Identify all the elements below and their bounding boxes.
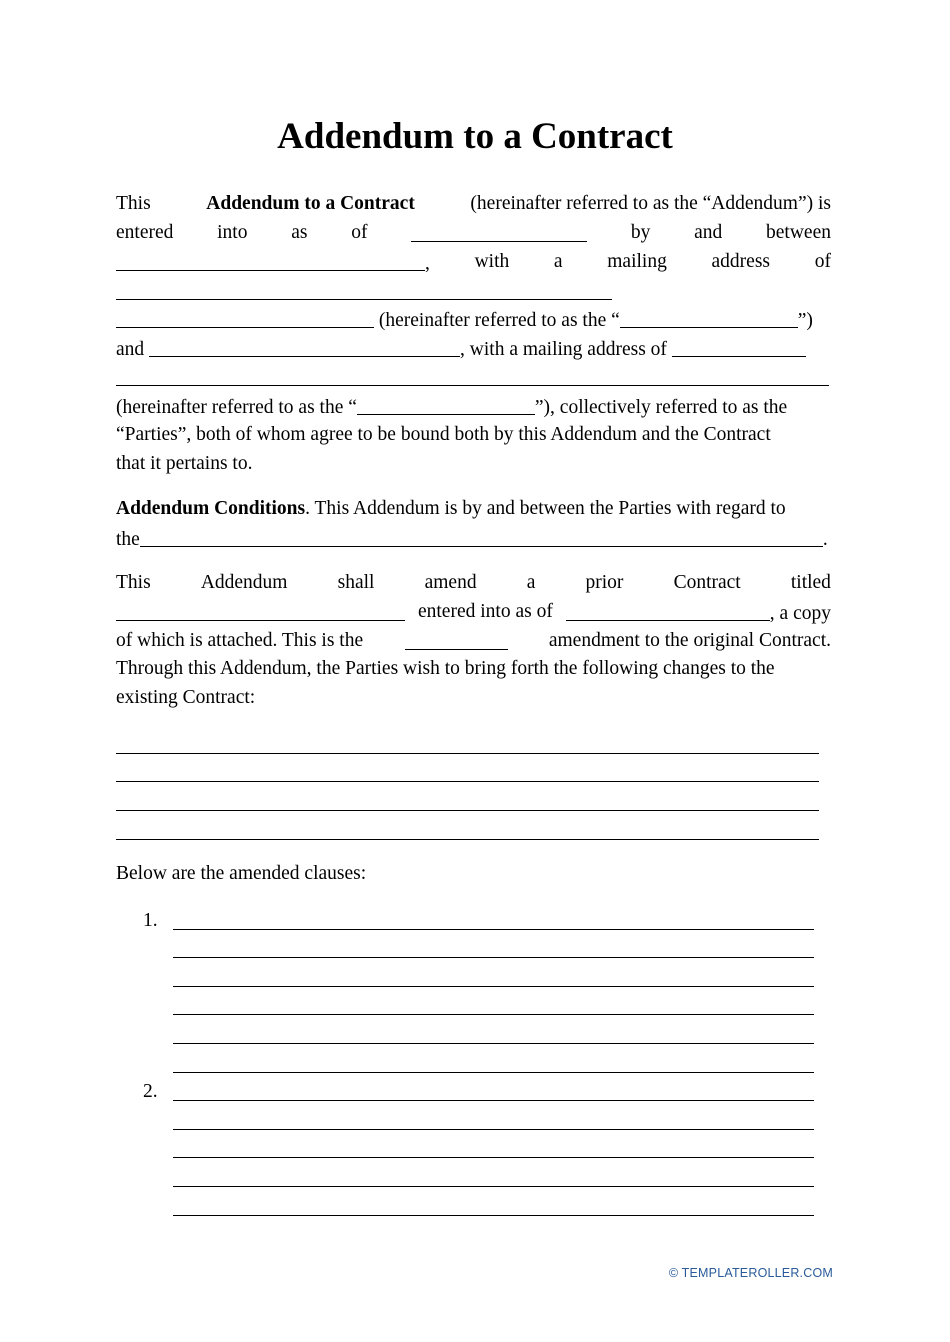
clauses-intro: Below are the amended clauses: [116, 863, 367, 884]
party1-address-blank[interactable] [116, 299, 612, 300]
clause-1-blank-5[interactable] [173, 1043, 814, 1044]
clause-number-1: 1. [143, 910, 158, 931]
changes-blank-1[interactable] [116, 753, 819, 754]
party1-alias-blank[interactable] [620, 307, 798, 328]
intro-line-5: (hereinafter referred to as the “ ”) [116, 305, 831, 335]
changes-blank-3[interactable] [116, 810, 819, 811]
intro-line-9: “Parties”, both of whom agree to be bound both by this Addendum and the Contract [116, 424, 771, 445]
clause-2-blank-1[interactable] [173, 1100, 814, 1101]
document-title: Addendum to a Contract [277, 116, 673, 157]
intro-line-1: This Addendum to a Contract (hereinafter referred to as the “Addendum”) is [116, 193, 831, 214]
intro-line-2: entered into as of by and between [116, 222, 831, 243]
clause-2-blank-2[interactable] [173, 1129, 814, 1130]
clause-2-blank-4[interactable] [173, 1186, 814, 1187]
contract-title-bold: Addendum to a Contract [206, 193, 415, 214]
clause-1-blank-3[interactable] [173, 986, 814, 987]
conditions-heading: Addendum Conditions [116, 498, 306, 519]
changes-blank-2[interactable] [116, 781, 819, 782]
amend-line-4: Through this Addendum, the Parties wish to bring forth the following changes to the [116, 658, 775, 679]
contract-title-blank[interactable] [116, 600, 405, 621]
intro-line-3: , with a mailing address of [116, 248, 831, 278]
party2-alias-blank[interactable] [357, 394, 535, 415]
party2-address-blank[interactable] [672, 336, 806, 357]
clause-1-blank-1[interactable] [173, 929, 814, 930]
amend-line-2: entered into as of , a copy [116, 598, 831, 628]
intro-line-10: that it pertains to. [116, 453, 253, 474]
intro-line-6: and , with a mailing address of [116, 334, 831, 364]
party2-name-blank[interactable] [149, 336, 460, 357]
party1-name-blank[interactable] [116, 250, 425, 271]
clause-2-blank-3[interactable] [173, 1157, 814, 1158]
intro-line-8: (hereinafter referred to as the “ ”), collectively referred to as the [116, 392, 831, 422]
amend-line-5: existing Contract: [116, 687, 256, 708]
footer-copyright[interactable]: © TEMPLATEROLLER.COM [668, 1266, 833, 1280]
amendment-number-blank[interactable] [405, 629, 508, 650]
clause-2-blank-5[interactable] [173, 1215, 814, 1216]
amend-line-3: of which is attached. This is the amendment to the original Contract. [116, 630, 831, 651]
clause-1-blank-4[interactable] [173, 1014, 814, 1015]
amend-line-1: This Addendum shall amend a prior Contract titled [116, 572, 831, 593]
clause-1-blank-6[interactable] [173, 1072, 814, 1073]
conditions-line-2: the . [116, 524, 831, 554]
date-blank[interactable] [411, 221, 587, 242]
clause-1-blank-2[interactable] [173, 957, 814, 958]
contract-date-blank[interactable] [566, 600, 770, 621]
clause-number-2: 2. [143, 1081, 158, 1102]
subject-blank[interactable] [140, 526, 823, 547]
party1-address-cont-blank[interactable] [116, 307, 374, 328]
conditions-line-1: Addendum Conditions. This Addendum is by and between the Parties with regard to [116, 498, 786, 519]
party2-address-cont-blank[interactable] [116, 385, 829, 386]
changes-blank-4[interactable] [116, 839, 819, 840]
